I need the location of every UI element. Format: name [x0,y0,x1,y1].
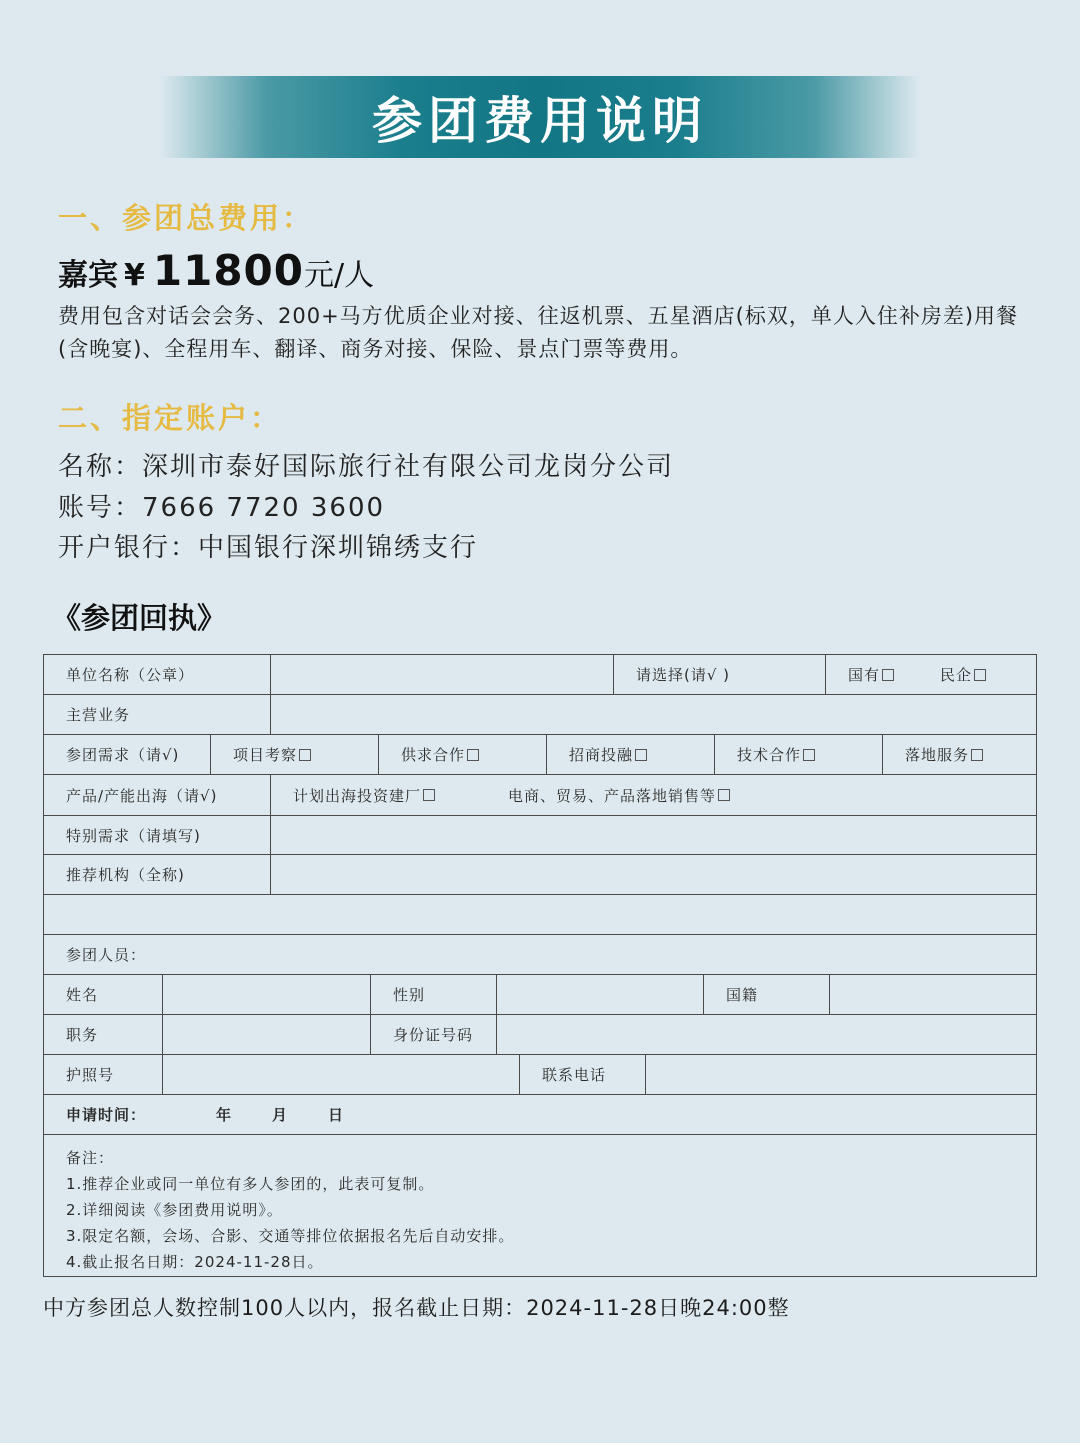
phone-label: 联系电话 [520,1055,646,1094]
gender-field[interactable] [497,975,704,1014]
note-item: 4.截止报名日期：2024-11-28日。 [66,1253,324,1271]
needs-option-label: 招商投融 [569,746,634,764]
product-option-label: 计划出海投资建厂 [293,786,422,805]
needs-option[interactable] [211,735,379,774]
special-label: 特别需求（请填写) [44,816,271,854]
account-number: 账号：7666 7720 3600 [58,493,386,523]
nationality-label: 国籍 [704,975,830,1014]
id-field[interactable] [497,1015,1038,1054]
needs-option[interactable] [547,735,715,774]
name-label: 姓名 [44,975,163,1014]
notes-section [44,1135,1036,1278]
section-heading-account: 二、指定账户： [58,401,283,435]
select-label: 请选择(请√ ) [614,655,826,694]
row-members [44,935,1036,975]
product-option[interactable] [486,775,816,815]
price-unit: 元/人 [304,258,375,293]
product-label: 产品/产能出海（请√) [44,775,271,815]
business-label: 主营业务 [44,695,271,734]
price-amount: 11800 [152,246,304,295]
checkbox[interactable] [635,749,647,761]
row-needs [44,735,1036,775]
row-referral [44,855,1036,895]
fee-description: 费用包含对话会会务、200+马方优质企业对接、往返机票、五星酒店(标双，单人入住补房差)用餐(含晚宴)、全程用车、翻译、商务对接、保险、景点门票等费用。 [58,304,1019,361]
account-bank: 开户银行：中国银行深圳锦绣支行 [58,533,479,563]
nationality-field[interactable] [830,975,1038,1014]
row-blank [44,895,1036,935]
product-option-label: 电商、贸易、产品落地销售等 [508,786,717,805]
currency-symbol: ¥ [124,258,145,293]
checkbox[interactable] [974,669,986,681]
private-label: 民企 [940,666,973,684]
row-passport [44,1055,1036,1095]
needs-option[interactable] [883,735,1038,774]
note-item: 2.详细阅读《参团费用说明》。 [66,1201,283,1219]
note-item: 1.推荐企业或同一单位有多人参团的，此表可复制。 [66,1175,435,1193]
price-label: 嘉宾 [58,258,118,293]
state-owned-option[interactable] [826,655,918,694]
passport-label: 护照号 [44,1055,163,1094]
id-label: 身份证号码 [371,1015,497,1054]
private-option[interactable] [918,655,1038,694]
page-title: 参团费用说明 [372,92,708,150]
product-option[interactable] [271,775,486,815]
position-field[interactable] [163,1015,371,1054]
needs-option-label: 项目考察 [233,746,298,764]
note-item: 3.限定名额，会场、合影、交通等排位依据报名先后自动安排。 [66,1227,515,1245]
row-position [44,1015,1036,1055]
needs-option-label: 技术合作 [737,746,802,764]
notes-title: 备注： [66,1149,115,1167]
row-name [44,975,1036,1015]
title-banner [160,76,920,158]
org-name-label: 单位名称（公章） [44,655,271,694]
account-name: 名称：深圳市泰好国际旅行社有限公司龙岗分公司 [58,452,675,482]
checkbox[interactable] [299,749,311,761]
row-apply-time [44,1095,1036,1135]
state-owned-label: 国有 [848,666,881,684]
needs-option[interactable] [715,735,883,774]
checkbox[interactable] [718,789,730,801]
checkbox[interactable] [803,749,815,761]
checkbox[interactable] [423,789,435,801]
members-label: 参团人员： [66,946,147,964]
checkbox[interactable] [467,749,479,761]
name-field[interactable] [163,975,371,1014]
checkbox[interactable] [882,669,894,681]
row-product [44,775,1036,816]
phone-field[interactable] [646,1055,1038,1094]
passport-field[interactable] [163,1055,520,1094]
org-name-field[interactable] [271,655,614,694]
checkbox[interactable] [971,749,983,761]
referral-label: 推荐机构（全称) [44,855,271,894]
gender-label: 性别 [371,975,497,1014]
form-title: 《参团回执》 [52,601,227,635]
section-heading-total-fee: 一、参团总费用： [58,201,315,235]
referral-field[interactable] [271,855,1038,894]
footer-note: 中方参团总人数控制100人以内，报名截止日期：2024-11-28日晚24:00整 [43,1296,790,1320]
day-label: 日 [328,1106,345,1124]
needs-option-label: 落地服务 [905,746,970,764]
apply-time-label: 申请时间： [66,1106,147,1124]
needs-label: 参团需求（请√) [44,735,211,774]
month-label: 月 [272,1106,289,1124]
price-line [58,246,374,295]
needs-option-label: 供求合作 [401,746,466,764]
row-business [44,695,1036,735]
row-org-name [44,655,1036,695]
year-label: 年 [216,1106,233,1124]
registration-form [43,654,1037,1277]
business-field[interactable] [271,695,1038,734]
row-special [44,816,1036,855]
special-field[interactable] [271,816,1038,854]
needs-option[interactable] [379,735,547,774]
position-label: 职务 [44,1015,163,1054]
